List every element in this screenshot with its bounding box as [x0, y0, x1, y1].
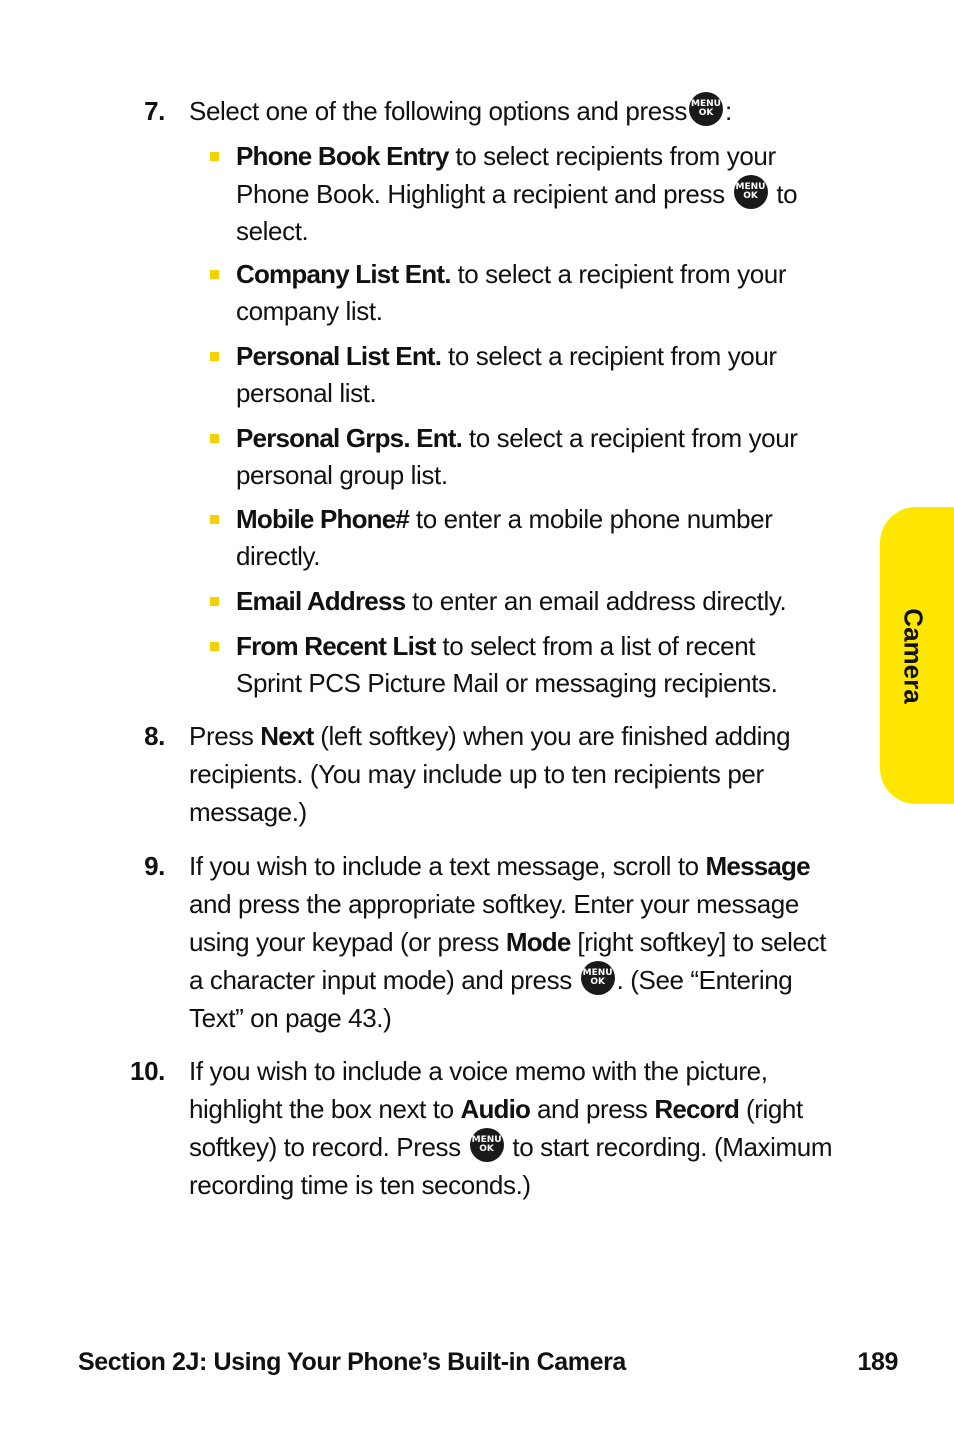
- bullet-icon: [210, 434, 219, 443]
- option-mobile-phone: Mobile Phone# to enter a mobile phone number directly.: [210, 501, 820, 575]
- menu-ok-icon: MENU OK: [470, 1128, 504, 1162]
- section-side-tab: [880, 507, 954, 804]
- step-number: 7.: [144, 96, 165, 126]
- bullet-icon: [210, 515, 219, 524]
- step-text: If you wish to include a voice memo with the picture, highlight the box next to Audio and press Record (right softkey) to record. Press MENU OK to start recording. (Maximum recording time is ten seconds.): [189, 1056, 833, 1200]
- option-email-address: Email Address to enter an email address directly.: [210, 583, 820, 620]
- menu-ok-icon: MENU OK: [734, 175, 768, 209]
- option-personal-groups: Personal Grps. Ent. to select a recipient from your personal group list.: [210, 420, 820, 494]
- bullet-icon: [210, 352, 219, 361]
- step-7: [125, 92, 845, 130]
- option-company-list: Company List Ent. to select a recipient from your company list.: [210, 256, 820, 330]
- option-phone-book-entry: Phone Book Entry to select recipients from your Phone Book. Highlight a recipient and press MENU OK to select.: [210, 138, 820, 250]
- step-number: 9.: [144, 851, 165, 881]
- step-text: If you wish to include a text message, scroll to Message and press the appropriate softkey. Enter your message using your keypad (or press Mode [right softkey] to select a character input mode) and press MENU OK . (See “Entering Text” on page 43.): [189, 851, 827, 1033]
- step-text: Press Next (left softkey) when you are finished adding recipients. (You may include up to ten recipients per message.): [189, 721, 791, 827]
- step-9: [125, 847, 845, 1037]
- step-number: 10.: [130, 1056, 165, 1086]
- menu-ok-icon: MENU OK: [581, 961, 615, 995]
- bullet-icon: [210, 597, 219, 606]
- step-text: Select one of the following options and press MENU OK :: [189, 92, 845, 130]
- page-footer: [78, 1348, 898, 1377]
- bullet-icon: [210, 642, 219, 651]
- footer-section-title: Section 2J: Using Your Phone’s Built-in Camera: [78, 1348, 626, 1376]
- bullet-icon: [210, 152, 219, 161]
- step-10: [125, 1052, 845, 1204]
- bullet-icon: [210, 270, 219, 279]
- side-tab-label: Camera: [898, 607, 929, 704]
- step-number: 8.: [144, 721, 165, 751]
- page-number: 189: [857, 1348, 898, 1376]
- menu-ok-icon: MENU OK: [689, 92, 723, 126]
- option-personal-list: Personal List Ent. to select a recipient from your personal list.: [210, 338, 820, 412]
- step-8: [125, 717, 845, 831]
- option-recent-list: From Recent List to select from a list of recent Sprint PCS Picture Mail or messaging recipients.: [210, 628, 820, 702]
